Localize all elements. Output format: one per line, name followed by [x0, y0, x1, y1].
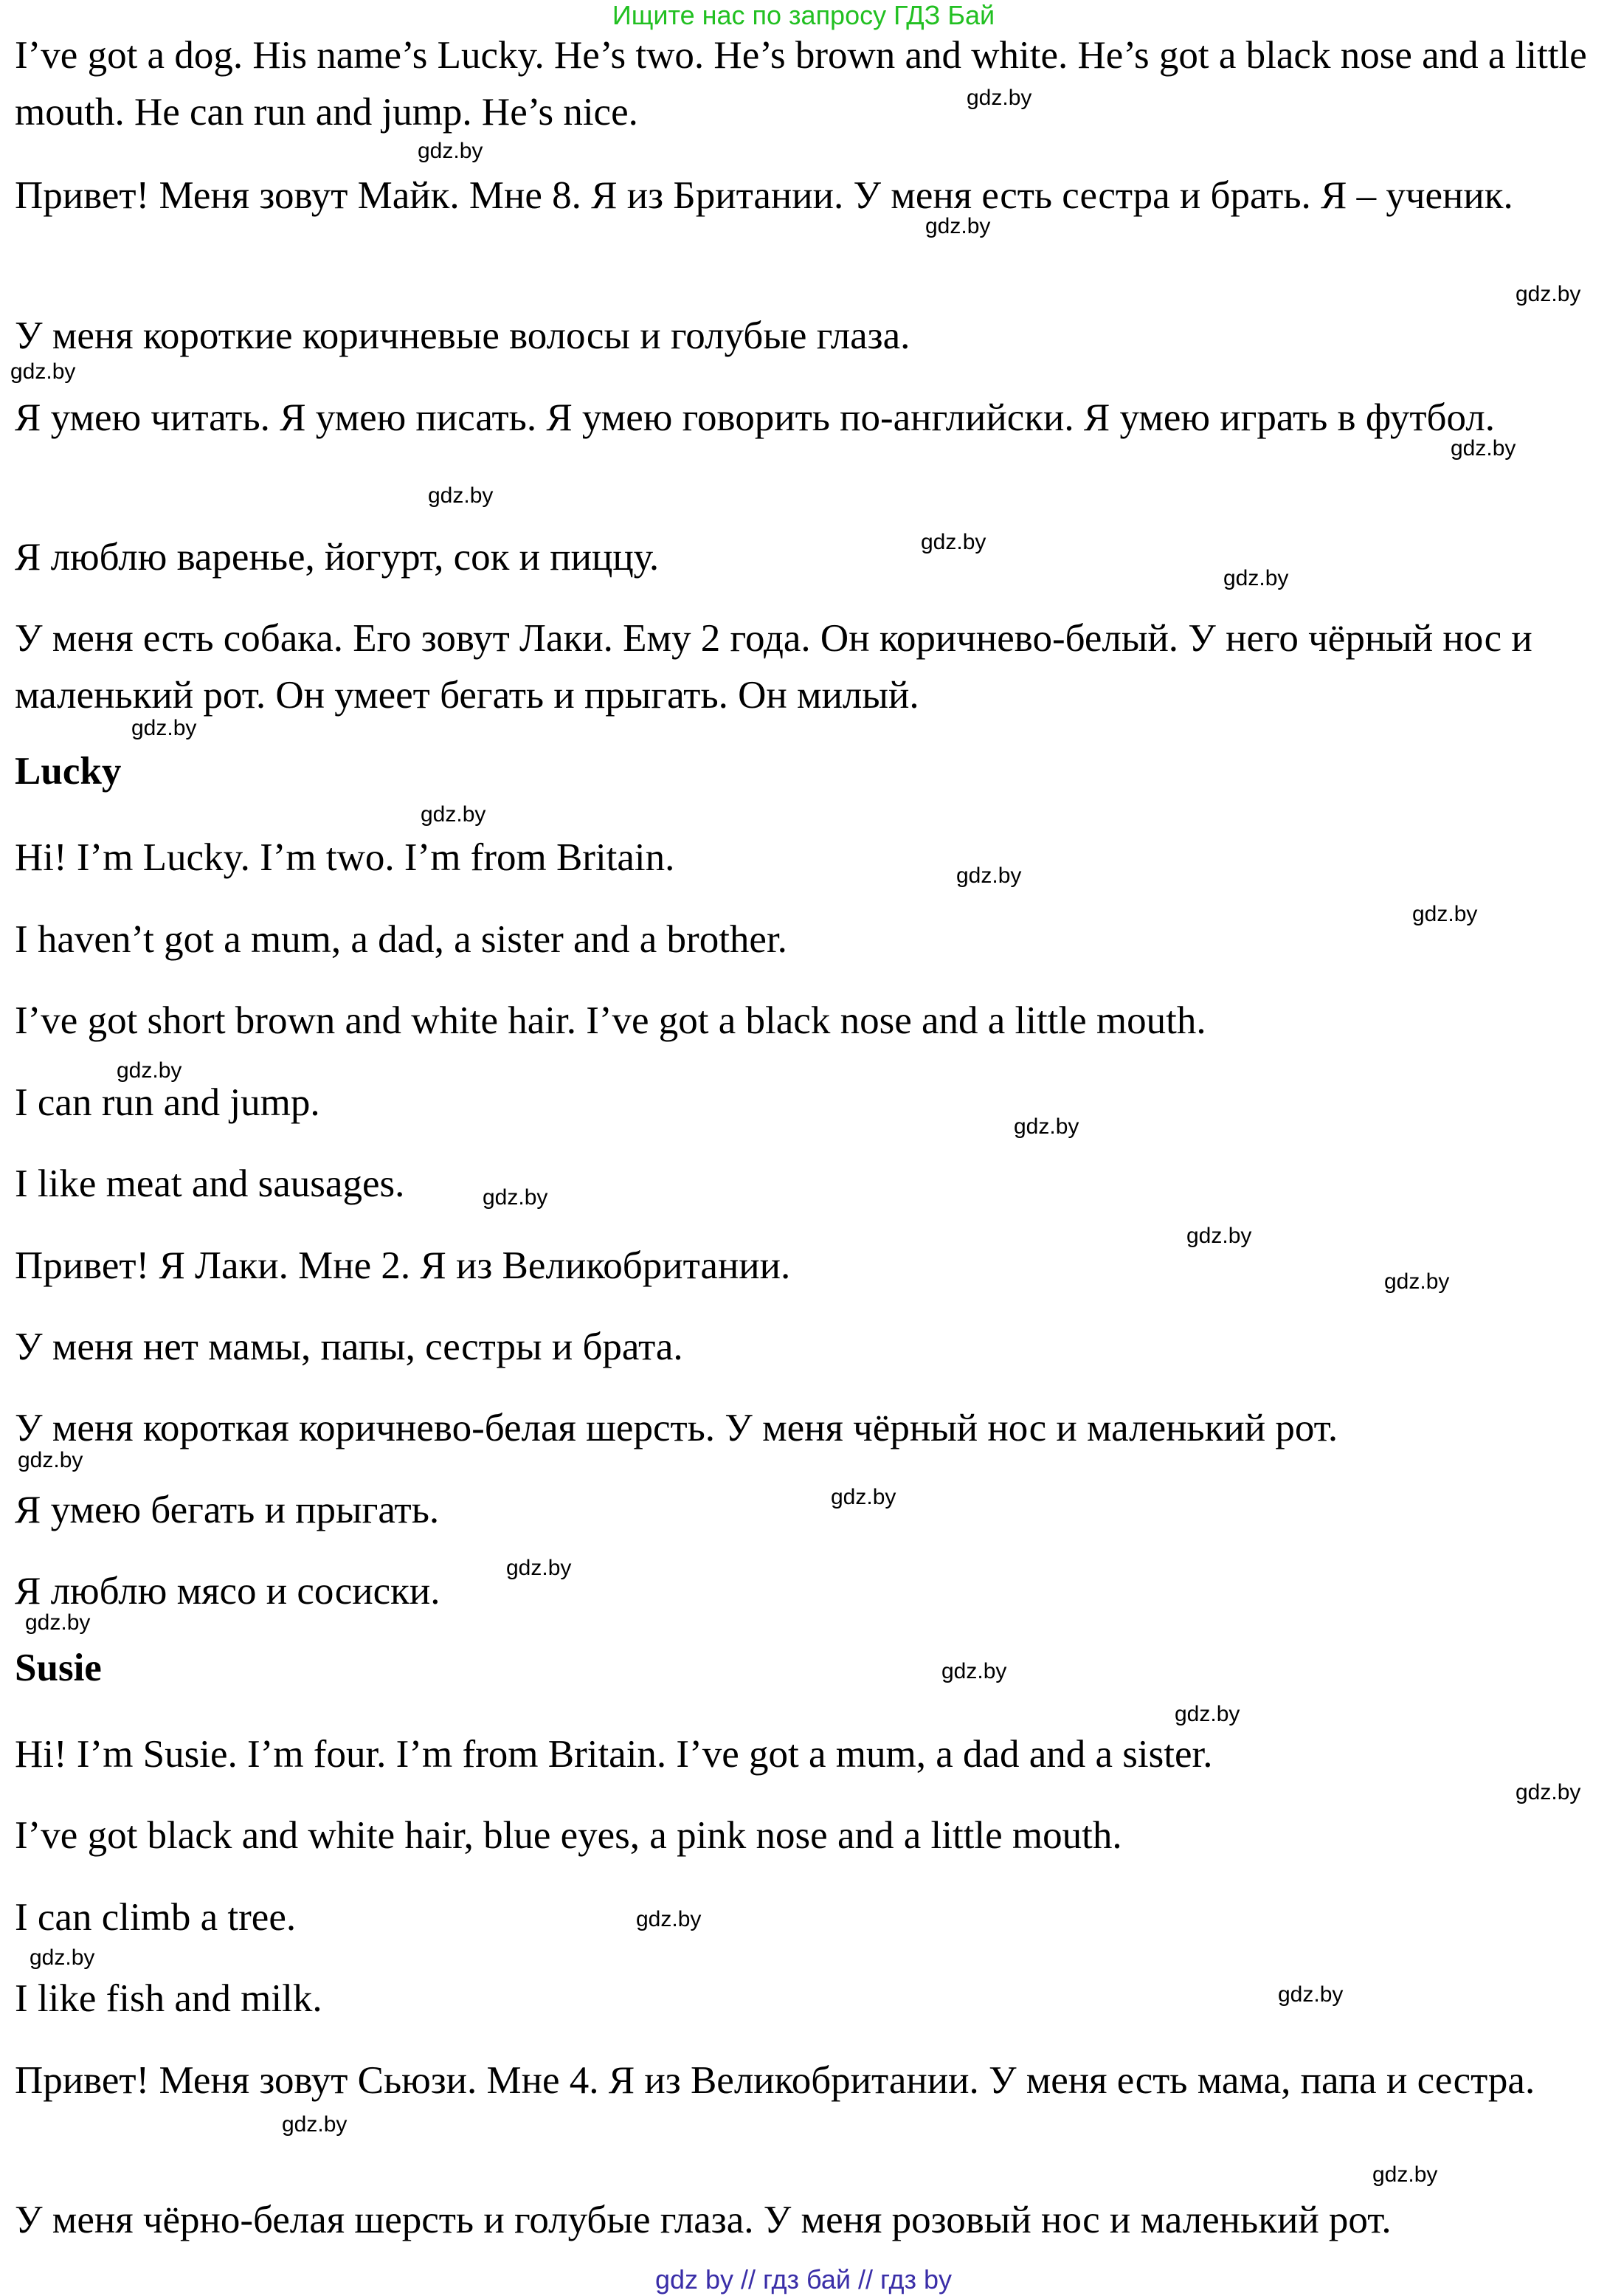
watermark: gdz.by — [483, 1185, 548, 1210]
watermark: gdz.by — [1412, 902, 1478, 926]
watermark: gdz.by — [30, 1945, 95, 1970]
paragraph-hair-russian: У меня короткие коричневые волосы и голубые глаза. — [15, 314, 910, 357]
lucky-paragraph: I can run and jump. — [15, 1081, 320, 1124]
susie-paragraph: I like fish and milk. — [15, 1977, 322, 2020]
susie-paragraph: У меня чёрно-белая шерсть и голубые глаза. У меня розовый нос и маленький рот. — [15, 2199, 1392, 2241]
lucky-paragraph: У меня нет мамы, папы, сестры и брата. — [15, 1325, 683, 1368]
watermark: gdz.by — [636, 1907, 702, 1931]
watermark: gdz.by — [10, 359, 76, 384]
footer-links: gdz by // гдз бай // гдз by — [654, 2264, 953, 2295]
lucky-paragraph: Я люблю мясо и сосиски. — [15, 1570, 440, 1613]
susie-paragraph: I’ve got black and white hair, blue eyes, a pink nose and a little mouth. — [15, 1814, 1122, 1857]
watermark: gdz.by — [18, 1448, 83, 1472]
watermark: gdz.by — [941, 1659, 1007, 1683]
watermark: gdz.by — [1516, 1780, 1581, 1804]
lucky-paragraph: Я умею бегать и прыгать. — [15, 1489, 440, 1531]
susie-paragraph: I can climb a tree. — [15, 1896, 297, 1939]
watermark: gdz.by — [25, 1610, 91, 1635]
promo-header: Ищите нас по запросу ГДЗ Бай — [612, 0, 995, 30]
paragraph-mike-russian: Привет! Меня зовут Майк. Мне 8. Я из Британии. У меня есть сестра и брать. Я – ученик. — [15, 174, 1513, 217]
watermark: gdz.by — [956, 863, 1022, 888]
paragraph-likes-russian: Я люблю варенье, йогурт, сок и пиццу. — [15, 536, 660, 579]
watermark: gdz.by — [1516, 282, 1581, 306]
watermark: gdz.by — [428, 483, 494, 508]
watermark: gdz.by — [1223, 566, 1289, 590]
heading-susie: Susie — [15, 1647, 102, 1689]
paragraph-dog-english: I’ve got a dog. His name’s Lucky. He’s two. He’s brown and white. He’s got a black nose and a little mouth. He can run and jump. He’s nice. — [15, 34, 1587, 134]
watermark: gdz.by — [1278, 1982, 1344, 2007]
lucky-paragraph: I’ve got short brown and white hair. I’ve got a black nose and a little mouth. — [15, 999, 1206, 1042]
watermark: gdz.by — [506, 1556, 572, 1580]
lucky-paragraph: У меня короткая коричнево-белая шерсть. У меня чёрный нос и маленький рот. — [15, 1407, 1338, 1449]
lucky-paragraph: I haven’t got a mum, a dad, a sister and a brother. — [15, 918, 787, 961]
watermark: gdz.by — [1372, 2162, 1438, 2187]
watermark: gdz.by — [1384, 1269, 1450, 1294]
susie-paragraph: Привет! Меня зовут Сьюзи. Мне 4. Я из Великобритании. У меня есть мама, папа и сестра. — [15, 2059, 1535, 2102]
paragraph-abilities-russian: Я умею читать. Я умею писать. Я умею говорить по-английски. Я умею играть в футбол. — [15, 396, 1495, 439]
watermark: gdz.by — [117, 1058, 182, 1083]
watermark: gdz.by — [131, 716, 197, 740]
watermark: gdz.by — [421, 802, 486, 827]
watermark: gdz.by — [1175, 1702, 1240, 1726]
watermark: gdz.by — [418, 139, 483, 163]
watermark: gdz.by — [925, 214, 991, 238]
susie-paragraph: Hi! I’m Susie. I’m four. I’m from Britain. I’ve got a mum, a dad and a sister. — [15, 1733, 1213, 1776]
watermark: gdz.by — [831, 1485, 896, 1509]
watermark: gdz.by — [282, 2112, 348, 2137]
heading-lucky: Lucky — [15, 750, 122, 793]
watermark: gdz.by — [921, 530, 986, 554]
paragraph-dog-russian: У меня есть собака. Его зовут Лаки. Ему 2 года. Он коричнево-белый. У него чёрный нос и маленький рот. Он умеет бегать и прыгать. Он милый. — [15, 617, 1532, 717]
watermark: gdz.by — [1451, 436, 1516, 461]
watermark: gdz.by — [1014, 1114, 1079, 1139]
lucky-paragraph: Привет! Я Лаки. Мне 2. Я из Великобритании. — [15, 1244, 791, 1287]
watermark: gdz.by — [1186, 1224, 1252, 1248]
lucky-paragraph: Hi! I’m Lucky. I’m two. I’m from Britain. — [15, 836, 675, 879]
lucky-paragraph: I like meat and sausages. — [15, 1162, 405, 1205]
watermark: gdz.by — [967, 86, 1032, 110]
